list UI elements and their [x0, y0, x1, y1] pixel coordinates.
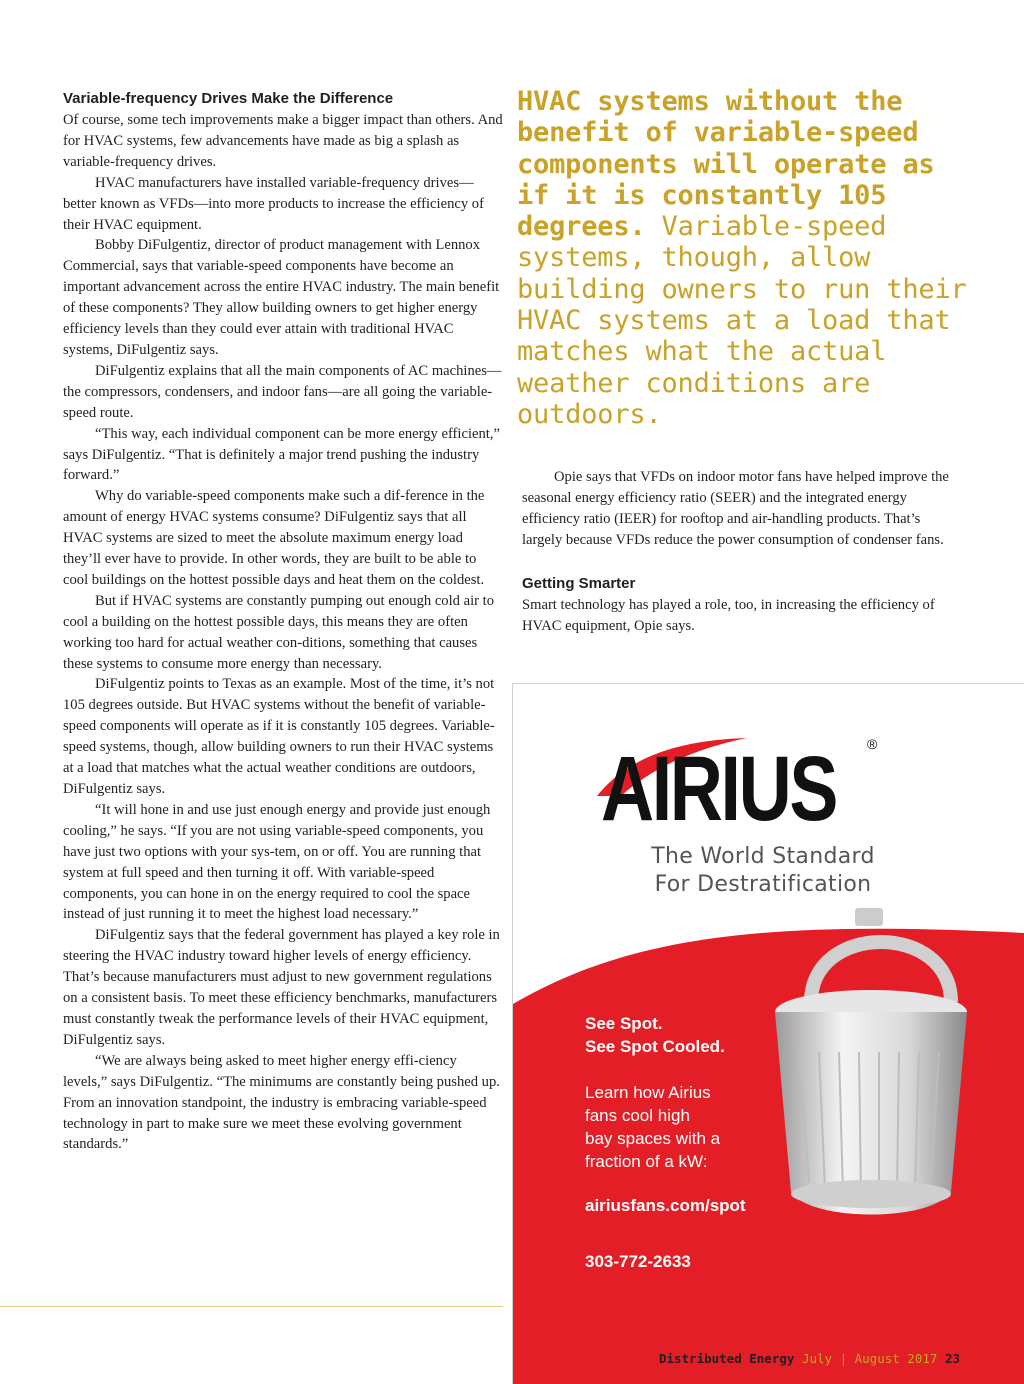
ad-body-line: bay spaces with a [585, 1129, 721, 1148]
ad-body-line: fans cool high [585, 1106, 690, 1125]
ad-phone-number: 303-772-2633 [585, 1252, 691, 1271]
ad-headline-line1: See Spot. [585, 1014, 663, 1033]
paragraph: Opie says that VFDs on indoor motor fans have helped improve the seasonal energy efficiency ratio (SEER) and the integrated energy efficiency ratio (IEER) for rooftop and air-handling products. That’s largely because VFDs reduce the power consumption of condenser fans. [522, 469, 949, 548]
registered-mark: ® [867, 736, 878, 752]
paragraph: Why do variable-speed components make such a dif-ference in the amount of energy HVAC systems consume? DiFulgentiz says that all HVAC systems are sized to meet the absolute maximum energy load they’ll ever have to provide. In other words, they are built to be able to cool buildings on the hottest possible days and heat them on the coldest. [63, 488, 485, 588]
paragraph: DiFulgentiz says that the federal government has played a key role in steering the HVAC industry toward higher levels of energy efficiency. That’s because manufacturers must adjust to new government regulations on a consistent basis. To meet these efficiency benchmarks, manufacturers must constantly tweak the performance levels of their HVAC equipment, DiFulgentiz says. [63, 927, 500, 1048]
ad-url-link[interactable]: airiusfans.com/spot [585, 1196, 746, 1215]
pull-quote-regular: Variable-speed systems, though, allow building owners to run their HVAC systems at a load that matches what the actual weather conditions are outdoors. [517, 211, 967, 430]
paragraph: “We are always being asked to meet higher energy effi-ciency levels,” says DiFulgentiz. “The minimums are constantly being pushed up. From an innovation standpoint, the industry is embracing variable-speed technology in part to make sure we meet these evolving government standards.” [63, 1052, 500, 1153]
airius-logo: AIRIUS [601, 738, 837, 840]
ad-headline-line2: See Spot Cooled. [585, 1037, 725, 1056]
pull-quote-bold: HVAC systems without the benefit of variable-speed components will operate as if it is constantly 105 degrees. [517, 86, 935, 243]
left-article-column [63, 88, 503, 1155]
page-number: 23 [944, 1351, 960, 1366]
paragraph: “It will hone in and use just enough energy and provide just enough cooling,” he says. “If you are not using variable-speed components, you have just two options with your sys-tem, on or off. You are running that system at full speed and then turning it off. With variable-speed components, you can hone in on the energy required to cool the space instead of just running it to meet the highest load necessary.” [63, 801, 491, 923]
paragraph: DiFulgentiz explains that all the main components of AC machines—the compressors, condensers, and indoor fans—are all going the variable-speed route. [63, 362, 502, 421]
issue-date: July | August 2017 [801, 1351, 938, 1366]
paragraph: DiFulgentiz points to Texas as an example. Most of the time, it’s not 105 degrees outside. But HVAC systems without the benefit of variable-speed components will operate as if it is constantly 105 degrees. Variable-speed systems, though, allow building owners to run their HVAC systems at a load that matches what the actual weather conditions are outdoors, DiFulgentiz says. [63, 676, 495, 797]
paragraph: HVAC manufacturers have installed variable-frequency drives—better known as VFDs—into more products to increase the efficiency of their HVAC equipment. [63, 174, 484, 233]
section-heading-getting-smarter: Getting Smarter [522, 574, 636, 592]
fan-product-icon [751, 902, 991, 1232]
ad-tagline-line2: For Destratification [654, 872, 872, 897]
paragraph: But if HVAC systems are constantly pumping out enough cold air to cool a building on the hottest possible days, this means they are often working too hard for actual weather con-ditions, something that causes these systems to consume more energy than necessary. [63, 592, 494, 672]
ad-tagline-line1: The World Standard [651, 844, 875, 869]
airius-advertisement[interactable] [512, 683, 1024, 1384]
page-footer [659, 1351, 960, 1366]
ad-body-line: Learn how Airius [585, 1083, 711, 1102]
paragraph: “This way, each individual component can be more energy efficient,” says DiFulgentiz. “That is definitely a major trend pushing the industry forward.” [63, 425, 500, 484]
publication-name: Distributed Energy [658, 1351, 795, 1366]
column-divider-rule [0, 1306, 503, 1307]
paragraph: Bobby DiFulgentiz, director of product management with Lennox Commercial, says that variable-speed components have become an important advancement across the entire HVAC industry. The main benefit of these components? They allow building owners to get higher energy efficiency levels than they could ever attain with traditional HVAC systems, DiFulgentiz says. [63, 237, 500, 358]
paragraph: Of course, some tech improvements make a bigger impact than others. And for HVAC systems, few advancements have made as big a splash as variable-frequency drives. [63, 112, 503, 170]
section-heading-vfd: Variable-frequency Drives Make the Difference [63, 90, 394, 107]
right-article-column [522, 467, 962, 636]
pull-quote [517, 86, 977, 430]
paragraph: Smart technology has played a role, too, in increasing the efficiency of HVAC equipment, Opie says. [522, 596, 935, 634]
ad-body-line: fraction of a kW: [585, 1152, 708, 1171]
